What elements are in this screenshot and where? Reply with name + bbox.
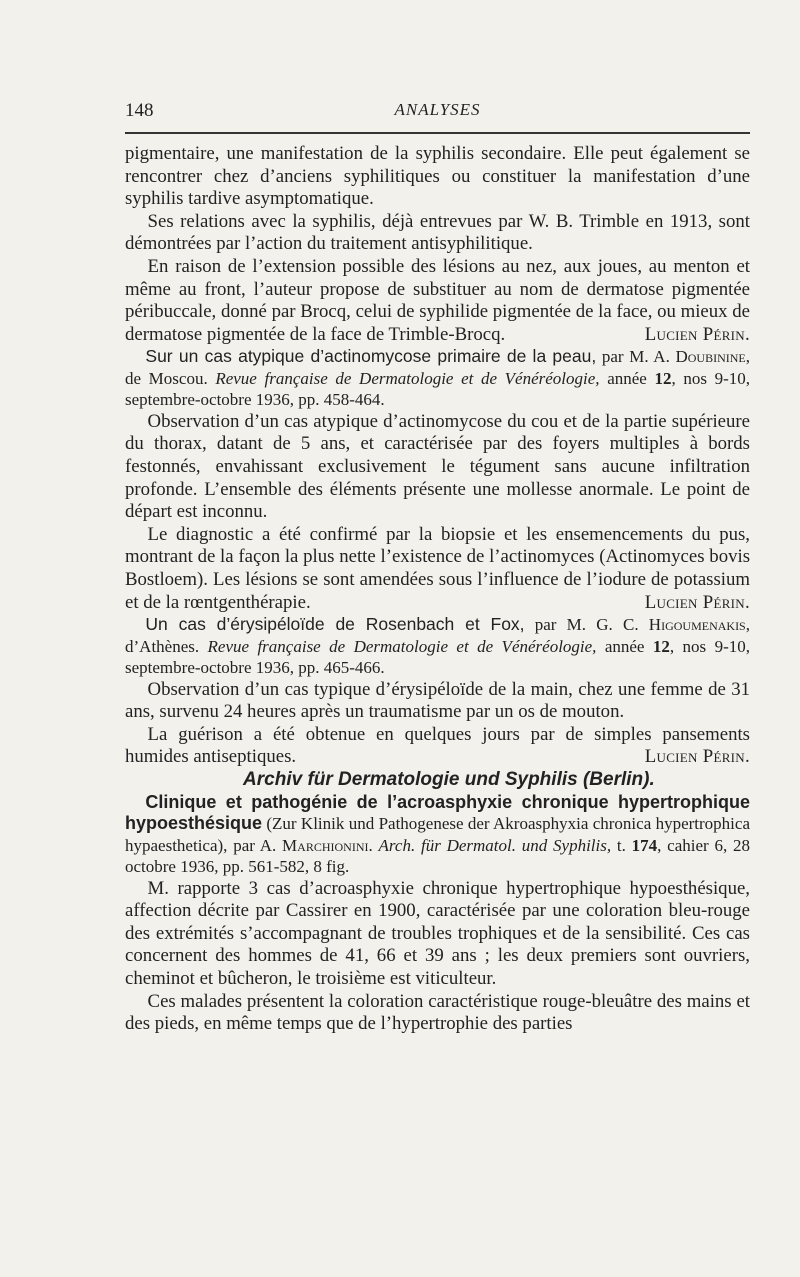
citation-year-prefix: année [596,636,653,656]
signature: Lucien Périn. [644,591,750,613]
citation-author: Marchionini [282,835,369,855]
article-title: Sur un cas atypique d’actinomycose primaire de la peau, [145,346,597,367]
header-rule [125,132,750,134]
paragraph [125,724,750,769]
page-body [125,143,750,1036]
article-citation [125,614,750,679]
paragraph-text: En raison de l’extension possible des lésions au nez, aux joues, au menton et même au front, l’auteur propose de substituer au nom de dermatose pigmentée péribuccale, donné par Brocq, celui de syphilide pigmentée de la face, ou mieux de dermatose pigmentée de la face de Trimble-Brocq. [125,255,750,345]
citation-place: , de Moscou. [125,347,750,388]
paragraph: Ses relations avec la syphilis, déjà entrevues par W. B. Trimble en 1913, sont démontrées par l’action du traitement antisyphilitique. [125,210,750,255]
running-title: ANALYSES [394,100,481,119]
paragraph [125,524,750,614]
page-header [125,100,750,126]
paragraph: Observation d’un cas typique d’érysipéloïde de la main, chez une femme de 31 ans, survenu 24 heures après un traumatisme par un os de mouton. [125,678,750,723]
citation-rest: , nos 9-10, septembre-octobre 1936, pp. 458-464. [125,368,751,410]
citation-author: Doubinine [675,347,746,367]
paragraph: Ces malades présentent la coloration caractéristique rouge-bleuâtre des mains et des pieds, en même temps que de l’hypertrophie des parties [125,990,750,1035]
citation-rest: , cahier 6, 28 octobre 1936, pp. 561-582, 8 fig. [125,835,750,877]
paragraph [125,256,750,346]
citation-volume: 12 [652,636,670,656]
paragraph-text: Le diagnostic a été confirmé par la biopsie et les ensemencements du pus, montrant de la façon la plus nette l’existence de l’actinomyces (Actinomyces bovis Bostloem). Les lésions se sont amendées sous l’influence de l’iodure de potassium et de la rœntgenthérapie. [125,523,750,613]
citation-tome-prefix: t. [611,835,632,855]
signature: Lucien Périn. [644,746,750,768]
citation-place: , d’Athènes. [125,615,750,656]
article-title: Un cas d’érysipéloïde de Rosenbach et Fox, [145,614,525,635]
signature: Lucien Périn. [644,323,750,345]
paragraph: Observation d’un cas atypique d’actinomycose du cou et de la partie supérieure du thorax, datant de 5 ans, et caractérisée par des foyers multiples à bords festonnés, envahissant exclusivement le tégument sans aucune infiltration profonde. L’ensemble des éléments présente une mollesse anormale. Le point de départ est inconnu. [125,410,750,523]
citation-separator: . [368,835,379,855]
citation-journal: Revue française de Dermatologie et de Vénéréologie, [215,368,600,388]
article-citation [125,792,750,878]
citation-volume: 12 [654,368,672,388]
citation-original-title: (Zur Klinik und Pathogenese der Akroasphyxia chronica hypertrophica hypaesthetica), par A. [125,814,750,855]
citation-journal: Arch. für Dermatol. und Syphilis, [378,835,612,855]
journal-heading: Archiv für Dermatologie und Syphilis (Berlin). [243,769,655,791]
page-number: 148 [125,100,154,121]
citation-year-prefix: année [599,368,655,388]
citation-by: par M. G. C. [524,615,649,635]
article-citation [125,346,750,411]
paragraph: M. rapporte 3 cas d’acroasphyxie chronique hypertrophique hypoesthésique, affection décrite par Cassirer en 1900, caractérisée par une coloration bleu-rouge des extrémités s’accompagnant de troubles trophiques et de la sensibilité. Ces cas concernent des hommes de 41, 66 et 39 ans ; les deux premiers sont ouvriers, cheminot et bûcheron, le troisième est viticulteur. [125,877,750,990]
citation-rest: , nos 9-10, septembre-octobre 1936, pp. 465-466. [125,636,750,678]
citation-journal: Revue française de Dermatologie et de Vénéréologie, [207,636,597,656]
citation-volume: 174 [631,835,658,855]
paragraph: pigmentaire, une manifestation de la syphilis secondaire. Elle peut également se rencontrer chez d’anciens syphilitiques ou constituer la manifestation d’une syphilis tardive asymptomatique. [125,143,750,210]
citation-by: par M. A. [596,347,676,367]
paragraph-text: La guérison a été obtenue en quelques jours par de simples pansements humides antiseptiques. [125,723,750,768]
citation-author: Higoumenakis [648,615,746,635]
article-title: Clinique et pathogénie de l’acroasphyxie chronique hypertrophique hypoesthésique [125,791,750,834]
